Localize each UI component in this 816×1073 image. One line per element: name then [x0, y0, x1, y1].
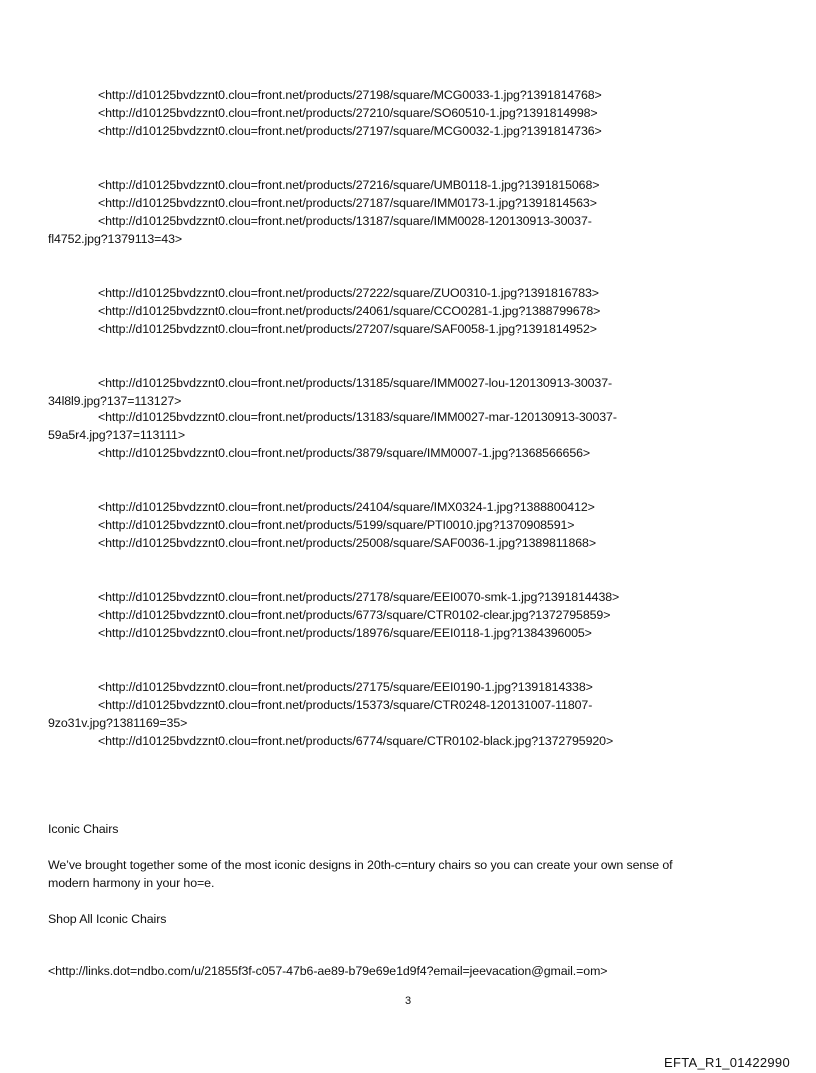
bates-number: EFTA_R1_01422990	[664, 1055, 790, 1070]
url-line-continuation: 59a5r4.jpg?137=113111>	[48, 428, 185, 442]
url-line: <http://d10125bvdzznt0.clou=front.net/products/27216/square/UMB0118-1.jpg?1391815068>	[98, 178, 600, 192]
url-line: <http://d10125bvdzznt0.clou=front.net/products/27207/square/SAF0058-1.jpg?1391814952>	[98, 322, 597, 336]
body-paragraph-line: modern harmony in your ho=e.	[48, 876, 215, 890]
url-line: <http://d10125bvdzznt0.clou=front.net/products/27198/square/MCG0033-1.jpg?1391814768>	[98, 88, 602, 102]
page-number: 3	[404, 995, 412, 1007]
url-line: <http://d10125bvdzznt0.clou=front.net/products/27222/square/ZUO0310-1.jpg?1391816783>	[98, 286, 599, 300]
url-line-continuation: 34l8l9.jpg?137=113127>	[48, 394, 182, 408]
url-line-continuation: 9zo31v.jpg?1381169=35>	[48, 716, 188, 730]
url-line: <http://d10125bvdzznt0.clou=front.net/products/13185/square/IMM0027-lou-120130913-30037-	[98, 376, 613, 390]
url-line: <http://d10125bvdzznt0.clou=front.net/products/18976/square/EEI0118-1.jpg?1384396005>	[98, 626, 592, 640]
url-line: <http://d10125bvdzznt0.clou=front.net/products/24104/square/IMX0324-1.jpg?1388800412>	[98, 500, 595, 514]
url-line: <http://d10125bvdzznt0.clou=front.net/products/5199/square/PTI0010.jpg?1370908591>	[98, 518, 575, 532]
shop-all-link-text: Shop All Iconic Chairs	[48, 912, 167, 926]
section-heading: Iconic Chairs	[48, 822, 119, 836]
url-line: <http://d10125bvdzznt0.clou=front.net/products/27210/square/SO60510-1.jpg?1391814998>	[98, 106, 598, 120]
url-line: <http://d10125bvdzznt0.clou=front.net/products/27175/square/EEI0190-1.jpg?1391814338>	[98, 680, 593, 694]
url-line: <http://d10125bvdzznt0.clou=front.net/products/27178/square/EEI0070-smk-1.jpg?1391814438>	[98, 590, 620, 604]
url-line: <http://d10125bvdzznt0.clou=front.net/products/27197/square/MCG0032-1.jpg?1391814736>	[98, 124, 602, 138]
url-line: <http://d10125bvdzznt0.clou=front.net/products/6774/square/CTR0102-black.jpg?1372795920>	[98, 734, 614, 748]
url-line: <http://d10125bvdzznt0.clou=front.net/products/24061/square/CCO0281-1.jpg?1388799678>	[98, 304, 601, 318]
url-line: <http://d10125bvdzznt0.clou=front.net/products/27187/square/IMM0173-1.jpg?1391814563>	[98, 196, 597, 210]
url-line: <http://d10125bvdzznt0.clou=front.net/products/25008/square/SAF0036-1.jpg?1389811868>	[98, 536, 596, 550]
url-line: <http://d10125bvdzznt0.clou=front.net/products/13187/square/IMM0028-120130913-30037-	[98, 214, 592, 228]
url-line: <http://d10125bvdzznt0.clou=front.net/products/13183/square/IMM0027-mar-120130913-30037-	[98, 410, 617, 424]
url-line: <http://d10125bvdzznt0.clou=front.net/products/15373/square/CTR0248-120131007-11807-	[98, 698, 593, 712]
url-line: <http://d10125bvdzznt0.clou=front.net/products/6773/square/CTR0102-clear.jpg?1372795859>	[98, 608, 611, 622]
body-paragraph-line: We’ve brought together some of the most iconic designs in 20th-c=ntury chairs so you can create your own sense of	[48, 858, 673, 872]
url-line-continuation: fl4752.jpg?1379113=43>	[48, 232, 182, 246]
tracking-link-line: <http://links.dot=ndbo.com/u/21855f3f-c057-47b6-ae89-b79e69e1d9f4?email=jeevacation@gmail.=om>	[48, 964, 608, 978]
url-line: <http://d10125bvdzznt0.clou=front.net/products/3879/square/IMM0007-1.jpg?1368566656>	[98, 446, 591, 460]
